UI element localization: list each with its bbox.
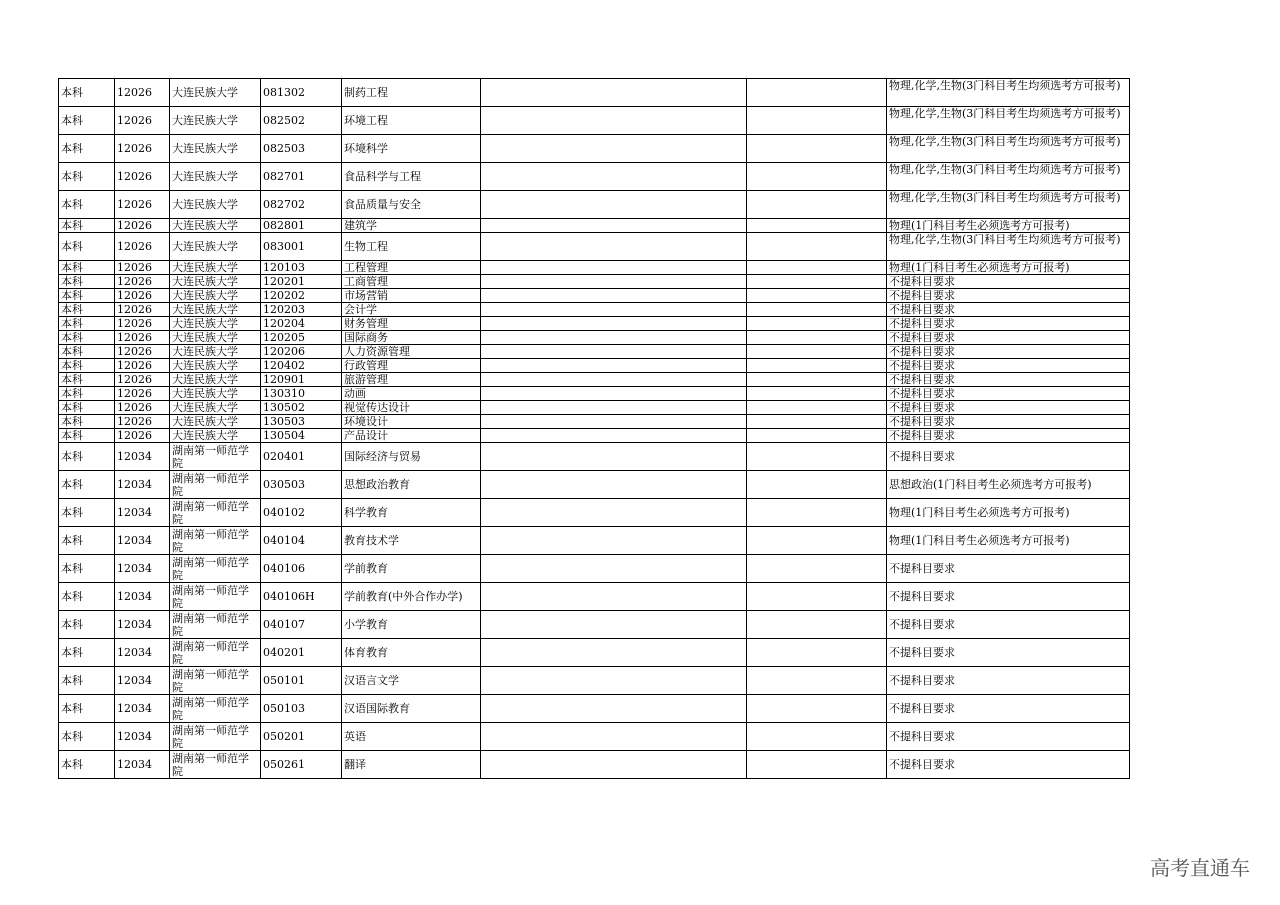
school-name-cell: 大连民族大学 <box>170 107 261 135</box>
major-name-cell: 国际经济与贸易 <box>342 443 481 471</box>
subject-requirement-cell: 不提科目要求 <box>887 639 1130 667</box>
blank-cell <box>481 275 747 289</box>
major-code-cell: 040104 <box>261 527 342 555</box>
subject-requirement-cell: 不提科目要求 <box>887 723 1130 751</box>
school-name-cell: 大连民族大学 <box>170 79 261 107</box>
subject-requirement-cell: 物理,化学,生物(3门科目考生均须选考方可报考) <box>887 191 1130 219</box>
major-code-cell: 120205 <box>261 331 342 345</box>
level-cell: 本科 <box>59 471 115 499</box>
blank-cell <box>481 527 747 555</box>
school-code-cell: 12034 <box>115 639 170 667</box>
subject-requirement-cell: 不提科目要求 <box>887 611 1130 639</box>
subject-requirement-cell: 不提科目要求 <box>887 415 1130 429</box>
table-row <box>59 359 1130 373</box>
level-cell: 本科 <box>59 723 115 751</box>
major-code-cell: 040102 <box>261 499 342 527</box>
blank-cell <box>481 415 747 429</box>
major-code-cell: 050261 <box>261 751 342 779</box>
subject-requirement-cell: 不提科目要求 <box>887 317 1130 331</box>
school-name-cell: 大连民族大学 <box>170 317 261 331</box>
blank-cell <box>747 107 887 135</box>
level-cell: 本科 <box>59 667 115 695</box>
blank-cell <box>747 331 887 345</box>
blank-cell <box>481 387 747 401</box>
subject-requirement-cell: 不提科目要求 <box>887 583 1130 611</box>
table-body <box>59 79 1130 779</box>
subject-requirement-cell: 物理,化学,生物(3门科目考生均须选考方可报考) <box>887 79 1130 107</box>
major-code-cell: 050201 <box>261 723 342 751</box>
major-name-cell: 产品设计 <box>342 429 481 443</box>
blank-cell <box>481 667 747 695</box>
subject-requirement-cell: 不提科目要求 <box>887 401 1130 415</box>
school-name-cell: 大连民族大学 <box>170 289 261 303</box>
school-name-cell: 大连民族大学 <box>170 163 261 191</box>
table-row <box>59 751 1130 779</box>
major-name-cell: 建筑学 <box>342 219 481 233</box>
blank-cell <box>747 555 887 583</box>
table-row <box>59 331 1130 345</box>
table-row <box>59 387 1130 401</box>
table-row <box>59 401 1130 415</box>
subject-requirement-cell: 物理,化学,生物(3门科目考生均须选考方可报考) <box>887 163 1130 191</box>
blank-cell <box>747 359 887 373</box>
blank-cell <box>481 107 747 135</box>
blank-cell <box>481 317 747 331</box>
table-row <box>59 233 1130 261</box>
major-code-cell: 120201 <box>261 275 342 289</box>
school-code-cell: 12026 <box>115 373 170 387</box>
blank-cell <box>481 499 747 527</box>
table-row <box>59 345 1130 359</box>
major-name-cell: 市场营销 <box>342 289 481 303</box>
major-name-cell: 国际商务 <box>342 331 481 345</box>
blank-cell <box>747 415 887 429</box>
blank-cell <box>481 723 747 751</box>
school-code-cell: 12026 <box>115 401 170 415</box>
level-cell: 本科 <box>59 345 115 359</box>
blank-cell <box>481 191 747 219</box>
blank-cell <box>481 359 747 373</box>
school-code-cell: 12026 <box>115 359 170 373</box>
school-name-cell: 大连民族大学 <box>170 429 261 443</box>
level-cell: 本科 <box>59 191 115 219</box>
school-code-cell: 12026 <box>115 289 170 303</box>
school-code-cell: 12034 <box>115 695 170 723</box>
level-cell: 本科 <box>59 695 115 723</box>
major-name-cell: 小学教育 <box>342 611 481 639</box>
major-code-cell: 120901 <box>261 373 342 387</box>
school-name-cell: 大连民族大学 <box>170 233 261 261</box>
blank-cell <box>747 499 887 527</box>
major-code-cell: 130503 <box>261 415 342 429</box>
subject-requirement-cell: 不提科目要求 <box>887 443 1130 471</box>
blank-cell <box>747 191 887 219</box>
table-row <box>59 303 1130 317</box>
major-code-cell: 120103 <box>261 261 342 275</box>
blank-cell <box>747 695 887 723</box>
level-cell: 本科 <box>59 499 115 527</box>
school-code-cell: 12026 <box>115 415 170 429</box>
level-cell: 本科 <box>59 583 115 611</box>
major-name-cell: 科学教育 <box>342 499 481 527</box>
blank-cell <box>481 233 747 261</box>
major-name-cell: 人力资源管理 <box>342 345 481 359</box>
school-name-cell: 湖南第一师范学院 <box>170 639 261 667</box>
level-cell: 本科 <box>59 751 115 779</box>
major-code-cell: 040106H <box>261 583 342 611</box>
school-code-cell: 12026 <box>115 345 170 359</box>
subject-requirement-cell: 物理(1门科目考生必须选考方可报考) <box>887 527 1130 555</box>
major-code-cell: 050103 <box>261 695 342 723</box>
table-row <box>59 471 1130 499</box>
major-code-cell: 120206 <box>261 345 342 359</box>
school-name-cell: 大连民族大学 <box>170 345 261 359</box>
level-cell: 本科 <box>59 373 115 387</box>
school-name-cell: 湖南第一师范学院 <box>170 723 261 751</box>
table-row <box>59 191 1130 219</box>
level-cell: 本科 <box>59 387 115 401</box>
major-code-cell: 040201 <box>261 639 342 667</box>
blank-cell <box>747 611 887 639</box>
major-name-cell: 汉语言文学 <box>342 667 481 695</box>
table-row <box>59 723 1130 751</box>
school-code-cell: 12034 <box>115 499 170 527</box>
major-name-cell: 工程管理 <box>342 261 481 275</box>
blank-cell <box>747 429 887 443</box>
school-code-cell: 12026 <box>115 107 170 135</box>
blank-cell <box>481 443 747 471</box>
table-row <box>59 555 1130 583</box>
blank-cell <box>481 261 747 275</box>
level-cell: 本科 <box>59 359 115 373</box>
level-cell: 本科 <box>59 429 115 443</box>
table-row <box>59 429 1130 443</box>
blank-cell <box>747 275 887 289</box>
school-name-cell: 大连民族大学 <box>170 219 261 233</box>
blank-cell <box>747 261 887 275</box>
major-code-cell: 082701 <box>261 163 342 191</box>
subject-requirement-cell: 不提科目要求 <box>887 667 1130 695</box>
table-row <box>59 373 1130 387</box>
level-cell: 本科 <box>59 415 115 429</box>
major-name-cell: 环境科学 <box>342 135 481 163</box>
table-row <box>59 499 1130 527</box>
major-code-cell: 083001 <box>261 233 342 261</box>
major-code-cell: 120402 <box>261 359 342 373</box>
table-row <box>59 163 1130 191</box>
school-name-cell: 大连民族大学 <box>170 387 261 401</box>
school-name-cell: 湖南第一师范学院 <box>170 471 261 499</box>
school-name-cell: 大连民族大学 <box>170 303 261 317</box>
blank-cell <box>747 401 887 415</box>
blank-cell <box>481 401 747 415</box>
school-name-cell: 大连民族大学 <box>170 401 261 415</box>
major-name-cell: 工商管理 <box>342 275 481 289</box>
major-code-cell: 082502 <box>261 107 342 135</box>
table-row <box>59 135 1130 163</box>
major-name-cell: 环境工程 <box>342 107 481 135</box>
school-name-cell: 湖南第一师范学院 <box>170 611 261 639</box>
blank-cell <box>747 723 887 751</box>
major-code-cell: 130502 <box>261 401 342 415</box>
blank-cell <box>747 527 887 555</box>
subject-requirement-cell: 思想政治(1门科目考生必须选考方可报考) <box>887 471 1130 499</box>
major-name-cell: 食品科学与工程 <box>342 163 481 191</box>
subject-requirement-cell: 不提科目要求 <box>887 359 1130 373</box>
school-name-cell: 大连民族大学 <box>170 275 261 289</box>
level-cell: 本科 <box>59 275 115 289</box>
blank-cell <box>747 373 887 387</box>
blank-cell <box>481 429 747 443</box>
level-cell: 本科 <box>59 135 115 163</box>
blank-cell <box>747 751 887 779</box>
major-name-cell: 英语 <box>342 723 481 751</box>
level-cell: 本科 <box>59 555 115 583</box>
school-code-cell: 12034 <box>115 527 170 555</box>
level-cell: 本科 <box>59 261 115 275</box>
blank-cell <box>747 345 887 359</box>
subject-requirement-cell: 不提科目要求 <box>887 555 1130 583</box>
school-code-cell: 12034 <box>115 723 170 751</box>
blank-cell <box>747 583 887 611</box>
level-cell: 本科 <box>59 639 115 667</box>
blank-cell <box>481 303 747 317</box>
level-cell: 本科 <box>59 303 115 317</box>
school-code-cell: 12034 <box>115 555 170 583</box>
major-name-cell: 汉语国际教育 <box>342 695 481 723</box>
school-name-cell: 湖南第一师范学院 <box>170 583 261 611</box>
blank-cell <box>747 233 887 261</box>
level-cell: 本科 <box>59 527 115 555</box>
table-row <box>59 583 1130 611</box>
school-name-cell: 湖南第一师范学院 <box>170 667 261 695</box>
blank-cell <box>747 667 887 695</box>
subject-requirement-cell: 不提科目要求 <box>887 275 1130 289</box>
school-name-cell: 大连民族大学 <box>170 359 261 373</box>
blank-cell <box>747 79 887 107</box>
school-code-cell: 12034 <box>115 583 170 611</box>
school-code-cell: 12026 <box>115 219 170 233</box>
blank-cell <box>747 387 887 401</box>
major-name-cell: 视觉传达设计 <box>342 401 481 415</box>
major-code-cell: 082801 <box>261 219 342 233</box>
major-code-cell: 081302 <box>261 79 342 107</box>
blank-cell <box>747 289 887 303</box>
table-row <box>59 107 1130 135</box>
level-cell: 本科 <box>59 331 115 345</box>
blank-cell <box>747 135 887 163</box>
table-row <box>59 527 1130 555</box>
level-cell: 本科 <box>59 289 115 303</box>
subject-requirement-cell: 不提科目要求 <box>887 429 1130 443</box>
school-code-cell: 12034 <box>115 667 170 695</box>
blank-cell <box>481 611 747 639</box>
school-code-cell: 12026 <box>115 135 170 163</box>
level-cell: 本科 <box>59 443 115 471</box>
blank-cell <box>747 317 887 331</box>
level-cell: 本科 <box>59 233 115 261</box>
table-row <box>59 219 1130 233</box>
school-code-cell: 12026 <box>115 191 170 219</box>
subject-requirement-cell: 不提科目要求 <box>887 331 1130 345</box>
blank-cell <box>481 331 747 345</box>
blank-cell <box>481 583 747 611</box>
school-name-cell: 湖南第一师范学院 <box>170 695 261 723</box>
major-name-cell: 翻译 <box>342 751 481 779</box>
major-code-cell: 130310 <box>261 387 342 401</box>
major-name-cell: 思想政治教育 <box>342 471 481 499</box>
school-code-cell: 12026 <box>115 303 170 317</box>
school-code-cell: 12034 <box>115 611 170 639</box>
school-name-cell: 大连民族大学 <box>170 261 261 275</box>
school-name-cell: 大连民族大学 <box>170 191 261 219</box>
table-row <box>59 611 1130 639</box>
major-name-cell: 食品质量与安全 <box>342 191 481 219</box>
school-name-cell: 大连民族大学 <box>170 415 261 429</box>
blank-cell <box>481 289 747 303</box>
blank-cell <box>481 135 747 163</box>
level-cell: 本科 <box>59 163 115 191</box>
blank-cell <box>481 373 747 387</box>
school-code-cell: 12034 <box>115 471 170 499</box>
school-code-cell: 12034 <box>115 751 170 779</box>
subject-requirement-cell: 物理(1门科目考生必须选考方可报考) <box>887 219 1130 233</box>
subject-requirement-cell: 不提科目要求 <box>887 751 1130 779</box>
blank-cell <box>481 471 747 499</box>
watermark-logo-text: 高考直通车 <box>1150 856 1250 880</box>
table-row <box>59 289 1130 303</box>
major-name-cell: 行政管理 <box>342 359 481 373</box>
blank-cell <box>747 471 887 499</box>
subject-requirement-cell: 物理(1门科目考生必须选考方可报考) <box>887 499 1130 527</box>
subject-requirement-cell: 物理,化学,生物(3门科目考生均须选考方可报考) <box>887 107 1130 135</box>
blank-cell <box>747 443 887 471</box>
school-code-cell: 12026 <box>115 387 170 401</box>
blank-cell <box>481 695 747 723</box>
major-code-cell: 120202 <box>261 289 342 303</box>
level-cell: 本科 <box>59 107 115 135</box>
major-name-cell: 教育技术学 <box>342 527 481 555</box>
school-name-cell: 湖南第一师范学院 <box>170 499 261 527</box>
major-name-cell: 制药工程 <box>342 79 481 107</box>
school-name-cell: 大连民族大学 <box>170 331 261 345</box>
blank-cell <box>481 639 747 667</box>
table-row <box>59 275 1130 289</box>
table-row <box>59 415 1130 429</box>
school-code-cell: 12026 <box>115 331 170 345</box>
subject-requirement-cell: 不提科目要求 <box>887 695 1130 723</box>
school-code-cell: 12026 <box>115 233 170 261</box>
school-code-cell: 12026 <box>115 429 170 443</box>
subject-requirement-cell: 物理,化学,生物(3门科目考生均须选考方可报考) <box>887 233 1130 261</box>
major-code-cell: 040106 <box>261 555 342 583</box>
school-name-cell: 湖南第一师范学院 <box>170 443 261 471</box>
subject-requirement-cell: 不提科目要求 <box>887 289 1130 303</box>
major-code-cell: 120203 <box>261 303 342 317</box>
school-name-cell: 湖南第一师范学院 <box>170 555 261 583</box>
blank-cell <box>481 219 747 233</box>
major-name-cell: 学前教育(中外合作办学) <box>342 583 481 611</box>
major-name-cell: 财务管理 <box>342 317 481 331</box>
school-name-cell: 大连民族大学 <box>170 135 261 163</box>
major-name-cell: 会计学 <box>342 303 481 317</box>
level-cell: 本科 <box>59 79 115 107</box>
school-code-cell: 12026 <box>115 275 170 289</box>
school-code-cell: 12026 <box>115 317 170 331</box>
school-code-cell: 12034 <box>115 443 170 471</box>
blank-cell <box>481 163 747 191</box>
blank-cell <box>747 639 887 667</box>
table-row <box>59 667 1130 695</box>
major-code-cell: 082702 <box>261 191 342 219</box>
blank-cell <box>747 219 887 233</box>
subject-requirement-cell: 物理,化学,生物(3门科目考生均须选考方可报考) <box>887 135 1130 163</box>
level-cell: 本科 <box>59 401 115 415</box>
level-cell: 本科 <box>59 611 115 639</box>
major-code-cell: 082503 <box>261 135 342 163</box>
table-row <box>59 261 1130 275</box>
school-code-cell: 12026 <box>115 163 170 191</box>
table-row <box>59 443 1130 471</box>
school-code-cell: 12026 <box>115 261 170 275</box>
school-code-cell: 12026 <box>115 79 170 107</box>
level-cell: 本科 <box>59 219 115 233</box>
subject-requirement-cell: 物理(1门科目考生必须选考方可报考) <box>887 261 1130 275</box>
level-cell: 本科 <box>59 317 115 331</box>
blank-cell <box>747 163 887 191</box>
major-code-cell: 120204 <box>261 317 342 331</box>
table-row <box>59 695 1130 723</box>
major-code-cell: 050101 <box>261 667 342 695</box>
table-row <box>59 639 1130 667</box>
major-name-cell: 生物工程 <box>342 233 481 261</box>
major-code-cell: 130504 <box>261 429 342 443</box>
school-name-cell: 大连民族大学 <box>170 373 261 387</box>
subject-requirement-cell: 不提科目要求 <box>887 303 1130 317</box>
subject-requirement-cell: 不提科目要求 <box>887 345 1130 359</box>
major-name-cell: 环境设计 <box>342 415 481 429</box>
major-name-cell: 动画 <box>342 387 481 401</box>
blank-cell <box>747 303 887 317</box>
blank-cell <box>481 345 747 359</box>
blank-cell <box>481 79 747 107</box>
school-name-cell: 湖南第一师范学院 <box>170 751 261 779</box>
major-name-cell: 旅游管理 <box>342 373 481 387</box>
table-row <box>59 79 1130 107</box>
major-code-cell: 040107 <box>261 611 342 639</box>
major-code-cell: 020401 <box>261 443 342 471</box>
major-code-cell: 030503 <box>261 471 342 499</box>
subject-requirements-table <box>58 78 1130 779</box>
blank-cell <box>481 555 747 583</box>
major-name-cell: 体育教育 <box>342 639 481 667</box>
table-row <box>59 317 1130 331</box>
blank-cell <box>481 751 747 779</box>
subject-requirement-cell: 不提科目要求 <box>887 387 1130 401</box>
subject-requirement-cell: 不提科目要求 <box>887 373 1130 387</box>
major-name-cell: 学前教育 <box>342 555 481 583</box>
school-name-cell: 湖南第一师范学院 <box>170 527 261 555</box>
